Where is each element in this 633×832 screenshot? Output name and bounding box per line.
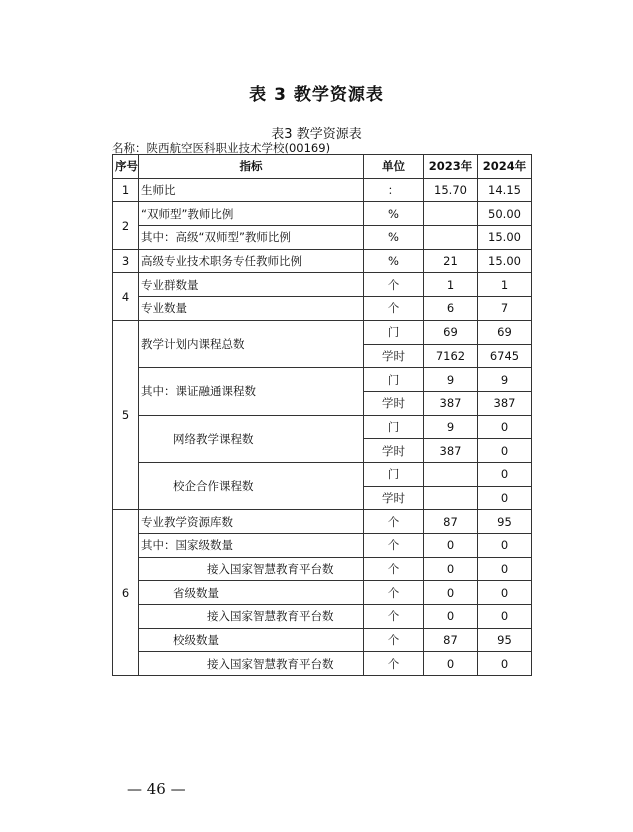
table-row <box>113 652 532 676</box>
page-heading: 表 3 教学资源表 <box>249 85 384 105</box>
cell-2024: 0 <box>478 439 532 463</box>
cell-2024: 9 <box>478 368 532 392</box>
table-caption: 表3 教学资源表 <box>271 127 362 142</box>
cell-2023: 387 <box>424 439 478 463</box>
col-header-2024: 2024年 <box>478 155 532 179</box>
cell-indicator: 其中：高级“双师型”教师比例 <box>139 226 364 250</box>
cell-unit: % <box>364 226 424 250</box>
col-header-2023: 2023年 <box>424 155 478 179</box>
cell-unit: 个 <box>364 557 424 581</box>
cell-indicator: 接入国家智慧教育平台数 <box>139 605 364 629</box>
col-header-no: 序号 <box>113 155 139 179</box>
cell-unit: 个 <box>364 297 424 321</box>
cell-unit: 学时 <box>364 486 424 510</box>
cell-no: 4 <box>113 273 139 320</box>
cell-2024: 0 <box>478 652 532 676</box>
cell-2024: 95 <box>478 628 532 652</box>
cell-unit: 门 <box>364 462 424 486</box>
table-header-row <box>113 155 532 179</box>
cell-indicator: 接入国家智慧教育平台数 <box>139 652 364 676</box>
cell-unit: 学时 <box>364 344 424 368</box>
cell-indicator: “双师型”教师比例 <box>139 202 364 226</box>
cell-2023: 9 <box>424 415 478 439</box>
cell-2024: 0 <box>478 462 532 486</box>
cell-2024: 0 <box>478 581 532 605</box>
cell-2023 <box>424 202 478 226</box>
cell-2023 <box>424 462 478 486</box>
cell-unit: ： <box>364 178 424 202</box>
table-row <box>113 320 532 344</box>
cell-2024: 15.00 <box>478 249 532 273</box>
table-row <box>113 462 532 486</box>
cell-2023: 69 <box>424 320 478 344</box>
cell-2024: 0 <box>478 605 532 629</box>
cell-2023 <box>424 486 478 510</box>
cell-2023: 7162 <box>424 344 478 368</box>
cell-unit: 门 <box>364 368 424 392</box>
cell-indicator: 生师比 <box>139 178 364 202</box>
cell-2023: 6 <box>424 297 478 321</box>
table-row <box>113 557 532 581</box>
cell-2024: 15.00 <box>478 226 532 250</box>
cell-indicator: 专业教学资源库数 <box>139 510 364 534</box>
table-row <box>113 415 532 439</box>
cell-2023: 0 <box>424 557 478 581</box>
cell-2023: 0 <box>424 605 478 629</box>
cell-unit: 个 <box>364 273 424 297</box>
cell-unit: 门 <box>364 415 424 439</box>
cell-indicator: 其中：国家级数量 <box>139 534 364 558</box>
cell-2024: 0 <box>478 534 532 558</box>
cell-2024: 95 <box>478 510 532 534</box>
cell-2023: 9 <box>424 368 478 392</box>
table-row <box>113 297 532 321</box>
cell-2023: 0 <box>424 534 478 558</box>
cell-unit: 个 <box>364 605 424 629</box>
cell-unit: 个 <box>364 581 424 605</box>
school-name: 名称：陕西航空医科职业技术学校(00169) <box>112 141 331 155</box>
cell-2024: 0 <box>478 415 532 439</box>
cell-2024: 0 <box>478 557 532 581</box>
cell-unit: 学时 <box>364 439 424 463</box>
teaching-resources-table <box>112 154 532 676</box>
table-row <box>113 368 532 392</box>
cell-2023: 1 <box>424 273 478 297</box>
cell-no: 3 <box>113 249 139 273</box>
cell-2024: 50.00 <box>478 202 532 226</box>
cell-unit: 学时 <box>364 391 424 415</box>
cell-2023: 0 <box>424 581 478 605</box>
page-number: — 46 — <box>127 780 186 798</box>
cell-2023: 387 <box>424 391 478 415</box>
cell-unit: 个 <box>364 510 424 534</box>
cell-2023: 21 <box>424 249 478 273</box>
cell-no: 6 <box>113 510 139 676</box>
table-row <box>113 628 532 652</box>
cell-indicator: 其中：课证融通课程数 <box>139 368 364 415</box>
cell-indicator: 专业数量 <box>139 297 364 321</box>
cell-2023: 87 <box>424 628 478 652</box>
cell-2024: 69 <box>478 320 532 344</box>
col-header-unit: 单位 <box>364 155 424 179</box>
cell-unit: 个 <box>364 628 424 652</box>
cell-unit: % <box>364 202 424 226</box>
table-row <box>113 534 532 558</box>
cell-no: 5 <box>113 320 139 510</box>
cell-2023: 87 <box>424 510 478 534</box>
table-row <box>113 273 532 297</box>
cell-2024: 387 <box>478 391 532 415</box>
cell-indicator: 网络教学课程数 <box>139 415 364 462</box>
cell-no: 1 <box>113 178 139 202</box>
table-row <box>113 510 532 534</box>
cell-indicator: 教学计划内课程总数 <box>139 320 364 367</box>
cell-indicator: 校级数量 <box>139 628 364 652</box>
table-row <box>113 581 532 605</box>
cell-unit: % <box>364 249 424 273</box>
col-header-indicator: 指标 <box>139 155 364 179</box>
cell-2024: 0 <box>478 486 532 510</box>
cell-indicator: 校企合作课程数 <box>139 462 364 509</box>
cell-indicator: 接入国家智慧教育平台数 <box>139 557 364 581</box>
cell-2023 <box>424 226 478 250</box>
table-row <box>113 178 532 202</box>
table-row <box>113 226 532 250</box>
table-row <box>113 605 532 629</box>
cell-indicator: 省级数量 <box>139 581 364 605</box>
cell-2023: 15.70 <box>424 178 478 202</box>
table-row <box>113 202 532 226</box>
cell-unit: 门 <box>364 320 424 344</box>
cell-indicator: 专业群数量 <box>139 273 364 297</box>
cell-unit: 个 <box>364 652 424 676</box>
cell-2024: 6745 <box>478 344 532 368</box>
cell-2024: 7 <box>478 297 532 321</box>
cell-2024: 14.15 <box>478 178 532 202</box>
cell-2023: 0 <box>424 652 478 676</box>
cell-no: 2 <box>113 202 139 249</box>
table-row <box>113 249 532 273</box>
cell-2024: 1 <box>478 273 532 297</box>
cell-indicator: 高级专业技术职务专任教师比例 <box>139 249 364 273</box>
cell-unit: 个 <box>364 534 424 558</box>
